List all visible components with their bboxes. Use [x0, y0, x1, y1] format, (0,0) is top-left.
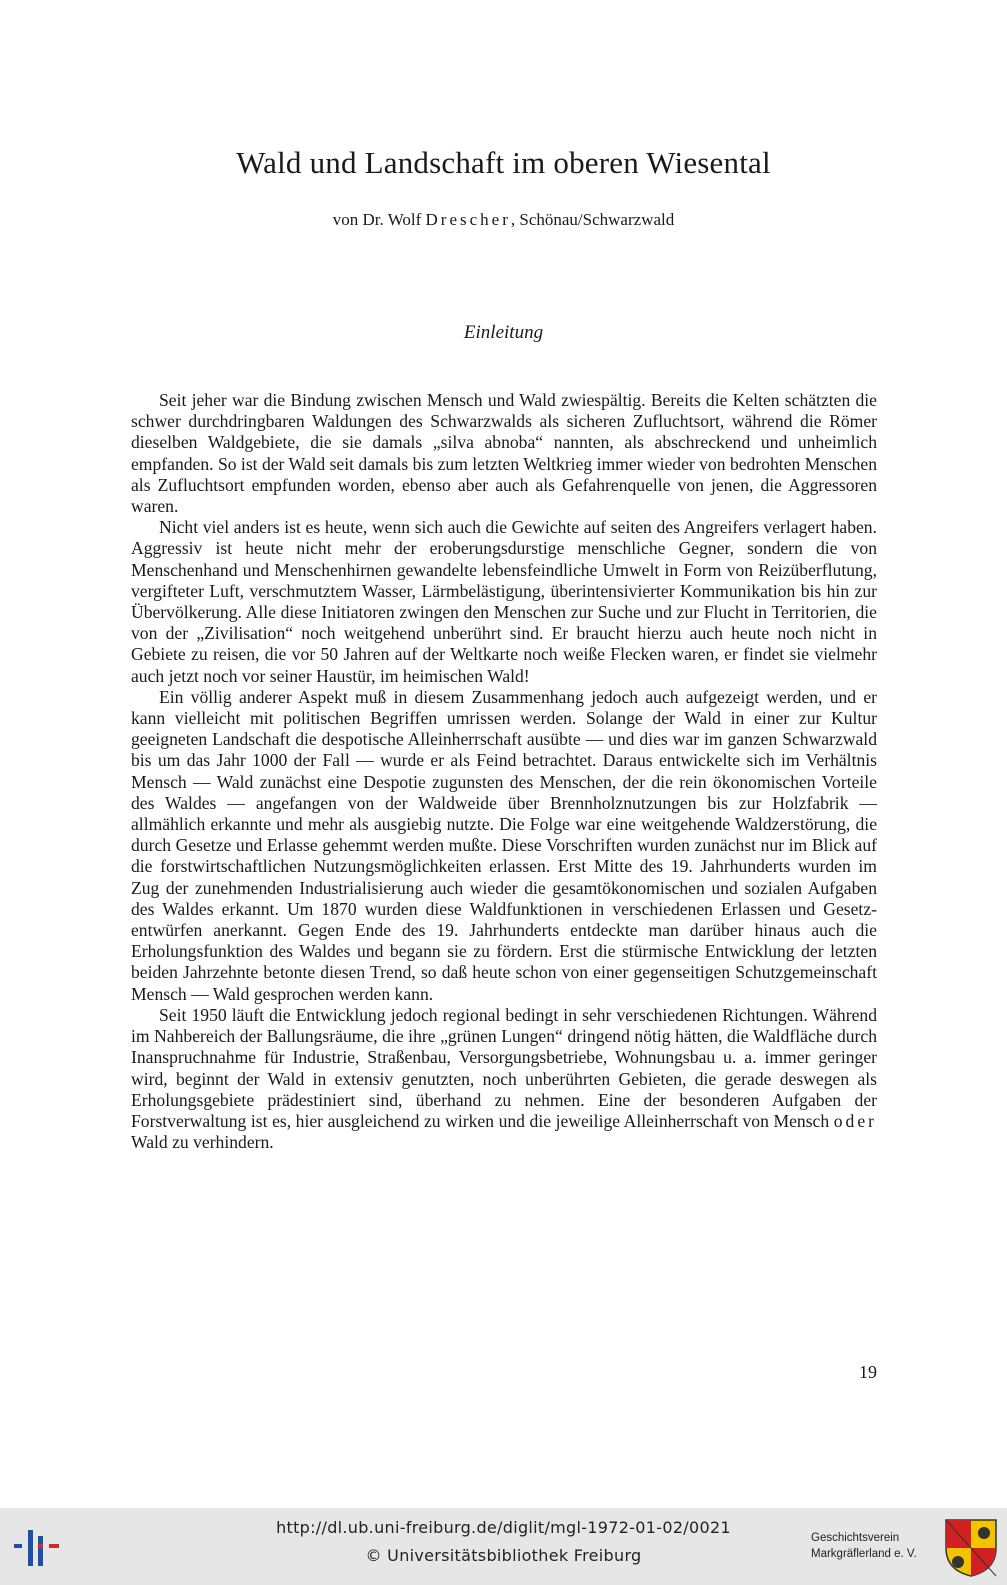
paragraph-4-text: Seit 1950 läuft die Entwicklung jedoch regional bedingt in sehr verschiedenen Richtungen. Während im Nahbereich der Ballungsräume, die ihre „grünen Lungen“ dringend nötig hätten, die Waldfläche durch Inanspruchnahme für Industrie, Straßenbau, Versorgungsbetriebe, Wohnungsbau u. a. immer geringer wird, beginnt der Wald in extensiv genutzten, noch unberührten Gebieten, die gerade deswegen als Erholungsgebiete prädestiniert sind, überhand zu nehmen. Eine der besonderen Aufgaben der Forstverwaltung ist es, hier ausgleichend zu wirken und die jeweilige Alleinherrschaft von Mensch — [131, 1004, 877, 1131]
emphasized-word: oder — [833, 1110, 877, 1131]
author-surname: Drescher — [425, 210, 511, 229]
paragraph-3: Ein völlig anderer Aspekt muß in diesem Zusammenhang jedoch auch aufgezeigt werden, und er kann vielleicht mit politischen Begriffen umrissen werden. Solange der Wald in einer zur Kultur geeigneten Landschaft die despotische Alleinherrschaft ausübte — und dies war im ganzen Schwarzwald bis um das Jahr 1000 der Fall — wurde er als Feind betrachtet. Daraus entwickelte sich im Verhältnis Mensch — Wald zunächst eine Despotie zugunsten des Menschen, der die rein ökonomischen Vorteile des Waldes — angefangen von der Waldweide über Brennholznutzungen bis zur Holzfabrik — allmählich erkannte und mehr als ausgiebig nutzte. Die Folge war eine weitgehende Waldzerstörung, die durch Gesetze und Erlasse gehemmt werden mußte. Diese Vorschriften wurden zunächst nur im Blick auf die forstwirtschaftlichen Nutzungsmöglichkeiten erlassen. Erst Mitte des 19. Jahrhunderts wurden im Zug der zunehmenden Industrialisierung auch wieder die gesamtökonomischen und sozialen Aufgaben des Waldes erkannt. Um 1870 wurden diese Waldfunktionen in verschiedenen Erlassen und Gesetzentwürfen anerkannt. Gegen Ende des 19. Jahrhunderts entdeckte man darüber hinaus auch die Erholungsfunktion des Waldes und begann sie zu fördern. Erst die stürmische Entwicklung der letzten beiden Jahrzehnte betonte diesen Trend, so daß heute schon von einer gegenseitigen Schutzgemeinschaft Mensch — Wald gesprochen werden kann. — [131, 686, 877, 1004]
byline-prefix: von Dr. Wolf — [332, 210, 426, 229]
byline-suffix: , Schönau/Schwarzwald — [510, 210, 675, 229]
document-url[interactable]: http://dl.ub.uni-freiburg.de/diglit/mgl-1972-01-02/0021 — [276, 1518, 731, 1537]
society-name — [811, 1530, 941, 1562]
society-line-1: Geschichtsverein — [811, 1532, 900, 1544]
paragraph-1: Seit jeher war die Bindung zwischen Mensch und Wald zwiespältig. Bereits die Kelten schätzten die schwer durchdringbaren Waldungen des Schwarzwalds als sicheren Zufluchtsort, während die Römer dieselben Waldgebiete, die sie damals „silva abnoba“ nannten, als abschreckend und unheimlich empfanden. So ist der Wald seit damals bis zum letzten Weltkrieg immer wieder von bedrohten Menschen als Zufluchtsort empfunden worden, ebenso aber auch als Gefahrenquelle von jenen, die Aggressoren waren. — [131, 390, 878, 517]
article-body — [131, 390, 877, 1153]
footer-bar — [0, 1508, 1007, 1585]
section-heading: Einleitung — [463, 322, 544, 343]
paragraph-4 — [131, 1005, 877, 1153]
article-title: Wald und Landschaft im oberen Wiesental — [236, 145, 771, 180]
coat-of-arms-icon — [944, 1518, 998, 1578]
copyright-notice: © Universitätsbibliothek Freiburg — [365, 1546, 642, 1565]
paragraph-2: Nicht viel anders ist es heute, wenn sich auch die Gewichte auf seiten des Angreifers verlagert haben. Aggressiv ist heute nicht mehr der eroberungsdurstige menschliche Gegner, sondern die von Menschenhand und Menschenhirnen gewandelte lebensfeindliche Umwelt in Form von Reizüberflutung, vergifteter Luft, verschmutztem Wasser, Lärmbelästigung, überintensivierter Kommunikation bis hin zur Übervölkerung. Alle diese Initiatoren zwingen den Menschen zur Suche und zur Flucht in Territorien, die von der „Zivilisation“ noch weitgehend unberührt sind. Er braucht hierzu auch heute noch nicht in Gebiete zu reisen, die vor 50 Jahren auf der Weltkarte noch weiße Flecken waren, er findet sie vielmehr auch jetzt noch vor seiner Haustür, im heimischen Wald! — [131, 517, 877, 686]
author-byline — [0, 210, 1007, 230]
paragraph-4-tail: Wald zu verhindern. — [131, 1132, 274, 1153]
society-line-2: Markgräflerland e. V. — [811, 1548, 917, 1560]
page-number: 19 — [859, 1362, 877, 1382]
